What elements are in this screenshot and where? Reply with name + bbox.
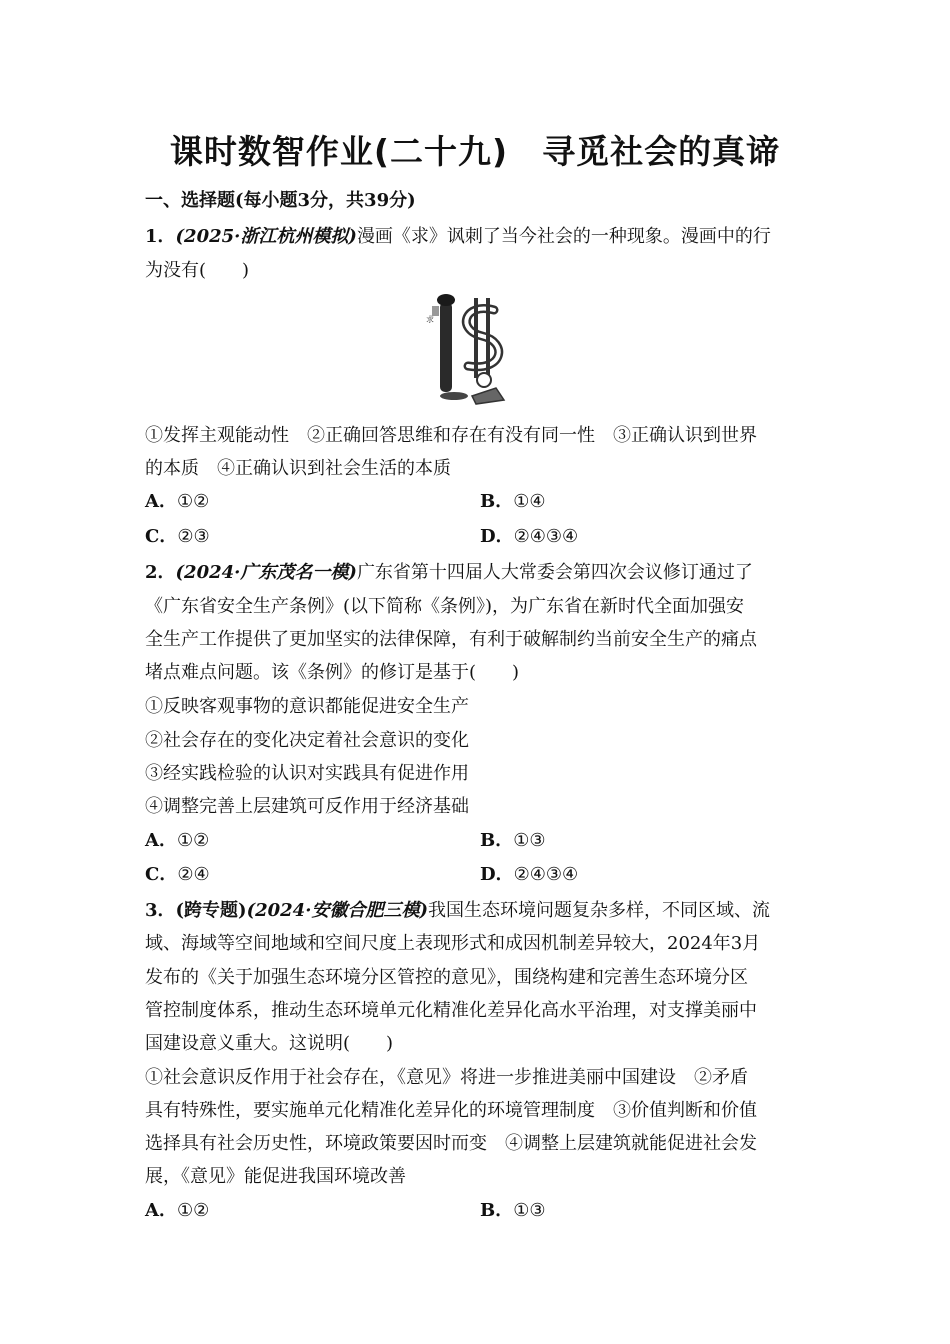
- option-text: ①③: [513, 1200, 546, 1221]
- question-3-line-5: 国建设意义重大。这说明( ): [145, 1033, 394, 1054]
- question-2-item-3: ③经实践检验的认识对实践具有促进作用: [145, 763, 469, 784]
- question-2-item-2: ②社会存在的变化决定着社会意识的变化: [145, 730, 469, 751]
- option-c[interactable]: [145, 525, 210, 549]
- option-a[interactable]: [145, 490, 209, 514]
- question-text: 我国生态环境问题复杂多样，不同区域、流: [427, 900, 770, 921]
- option-label: A．: [145, 830, 177, 851]
- option-b[interactable]: [480, 1199, 546, 1223]
- question-text: 漫画《求》讽刺了当今社会的一种现象。漫画中的行: [356, 226, 771, 247]
- option-c[interactable]: [145, 863, 210, 887]
- option-text: ②④③④: [513, 526, 579, 547]
- option-label: B．: [480, 1200, 514, 1221]
- question-3-line-1: [145, 899, 810, 923]
- question-source: (2025·浙江杭州模拟): [175, 226, 357, 247]
- question-2-line-4: 堵点难点问题。该《条例》的修订是基于( ): [145, 662, 520, 683]
- question-2-line-1: [145, 561, 810, 585]
- question-3-line-3: 发布的《关于加强生态环境分区管控的意见》，围绕构建和完善生态环境分区: [145, 967, 748, 988]
- question-3-items-line-3: 选择具有社会历史性，环境政策要因时而变 ④调整上层建筑就能促进社会发: [145, 1133, 757, 1154]
- option-text: ②④: [177, 864, 210, 885]
- question-2-line-3: 全生产工作提供了更加坚实的法律保障，有利于破解制约当前安全生产的痛点: [145, 629, 757, 650]
- option-text: ②④③④: [513, 864, 579, 885]
- question-1-items-line-2: 的本质 ④正确认识到社会生活的本质: [145, 458, 451, 479]
- option-b[interactable]: [480, 829, 546, 853]
- question-number: 1．: [145, 226, 176, 247]
- option-text: ①②: [176, 1200, 210, 1221]
- option-text: ①②: [176, 491, 210, 512]
- option-a[interactable]: [145, 1199, 209, 1223]
- question-2-item-4: ④调整完善上层建筑可反作用于经济基础: [145, 796, 469, 817]
- question-3-items-line-4: 展，《意见》能促进我国环境改善: [145, 1166, 406, 1187]
- option-text: ①④: [513, 491, 546, 512]
- option-label: B．: [480, 491, 514, 512]
- option-text: ①③: [513, 830, 546, 851]
- question-source: (2024·广东茂名一模): [175, 562, 357, 583]
- question-number: 2．: [145, 562, 176, 583]
- option-label: D．: [480, 526, 514, 547]
- question-1-line-1: [145, 225, 810, 249]
- option-a[interactable]: [145, 829, 209, 853]
- question-3-items-line-2: 具有特殊性，要实施单元化精准化差异化的环境管理制度 ③价值判断和价值: [145, 1100, 757, 1121]
- option-label: A．: [145, 491, 177, 512]
- page-title: 课时数智作业(二十九) 寻觅社会的真谛: [169, 132, 781, 171]
- section-heading: 一、选择题(每小题3分，共39分): [145, 190, 416, 211]
- question-2-item-1: ①反映客观事物的意识都能促进安全生产: [145, 696, 469, 717]
- option-text: ①②: [176, 830, 210, 851]
- option-label: D．: [480, 864, 514, 885]
- question-3-items-line-1: ①社会意识反作用于社会存在，《意见》将进一步推进美丽中国建设 ②矛盾: [145, 1067, 748, 1088]
- question-source: (2024·安徽合肥三模): [246, 900, 428, 921]
- option-d[interactable]: [480, 525, 578, 549]
- option-d[interactable]: [480, 863, 578, 887]
- question-3-line-2: 域、海域等空间地域和空间尺度上表现形式和成因机制差异较大，2024年3月: [145, 933, 761, 954]
- question-text: 广东省第十四届人大常委会第四次会议修订通过了: [356, 562, 753, 583]
- question-1-line-2: 为没有( ): [145, 260, 250, 281]
- option-label: A．: [145, 1200, 177, 1221]
- option-b[interactable]: [480, 490, 546, 514]
- cartoon-illustration: [424, 292, 520, 410]
- question-1-items-line-1: ①发挥主观能动性 ②正确回答思维和存在有没有同一性 ③正确认识到世界: [145, 425, 757, 446]
- question-2-line-2: 《广东省安全生产条例》(以下简称《条例》)，为广东省在新时代全面加强安: [145, 596, 745, 617]
- question-3-line-4: 管控制度体系，推动生态环境单元化精准化差异化高水平治理，对支撑美丽中: [145, 1000, 757, 1021]
- option-label: B．: [480, 830, 514, 851]
- option-text: ②③: [177, 526, 210, 547]
- option-label: C．: [145, 526, 178, 547]
- cartoon-caption: 求: [426, 315, 434, 324]
- option-label: C．: [145, 864, 178, 885]
- question-tag: (跨专题): [175, 900, 247, 921]
- question-number: 3．: [145, 900, 176, 921]
